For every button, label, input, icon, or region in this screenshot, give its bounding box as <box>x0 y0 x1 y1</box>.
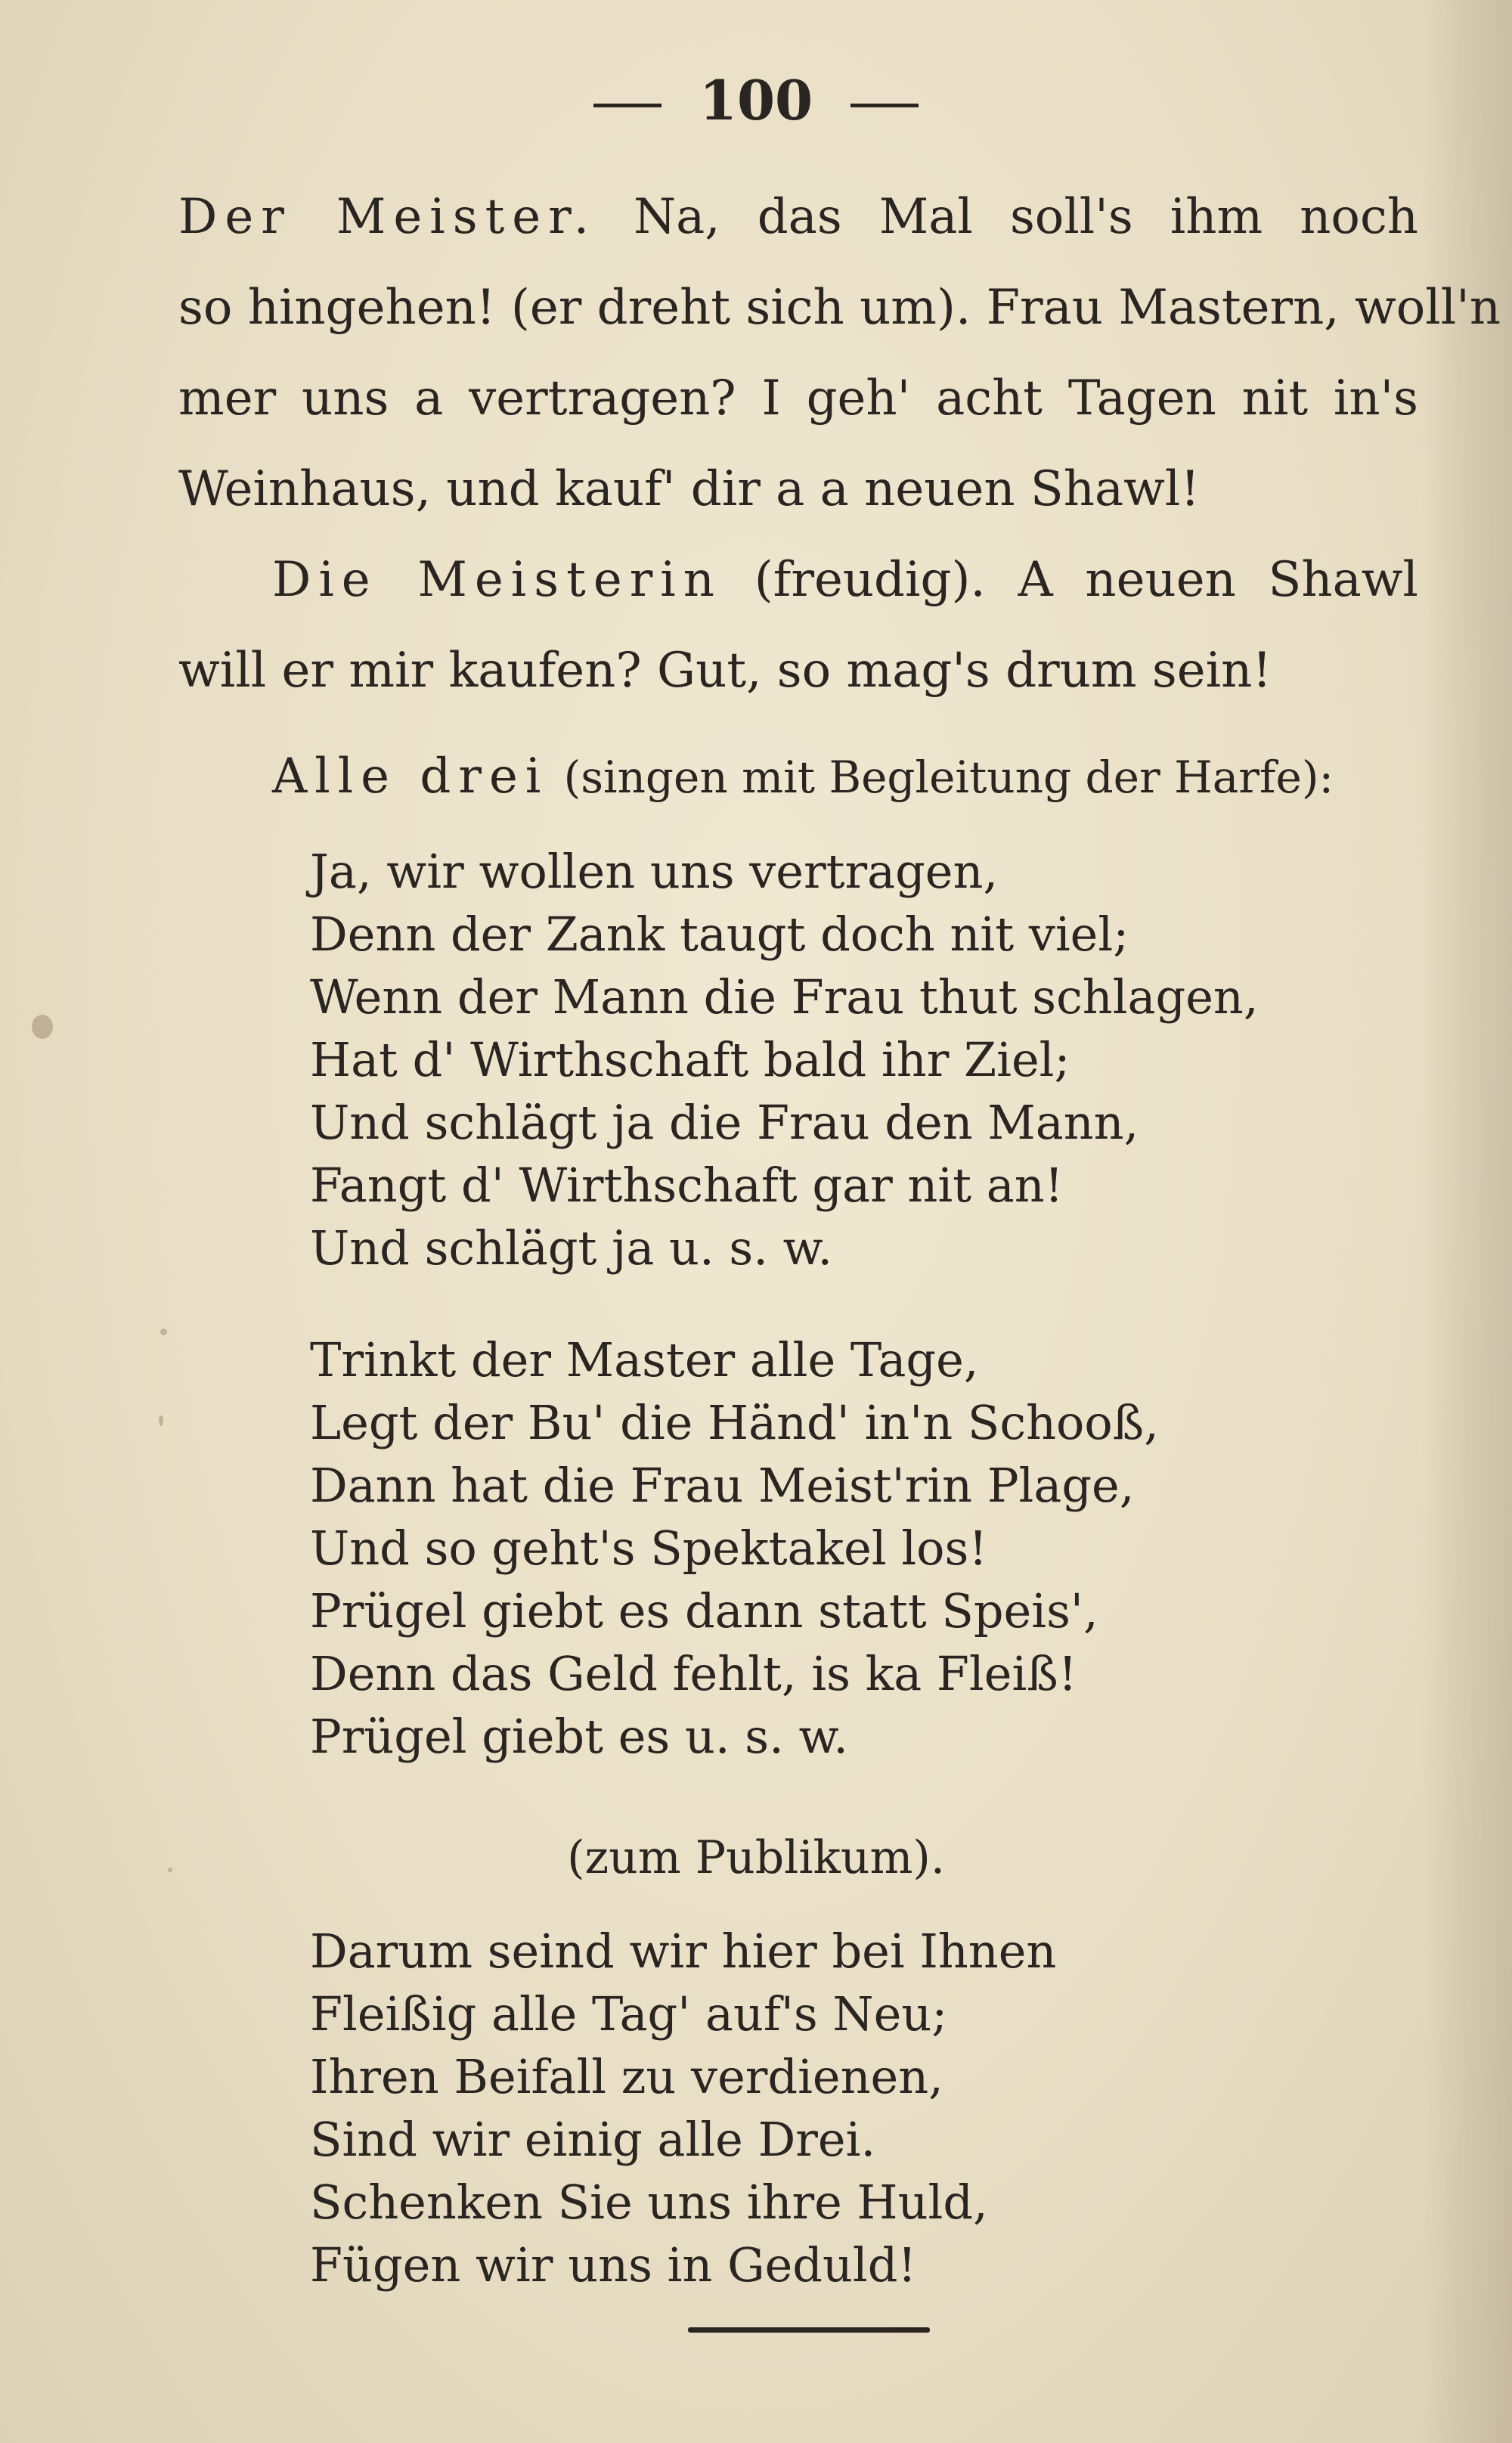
verse-line: Fleißig alle Tag' auf's Neu; <box>310 1986 948 2042</box>
paper-speck <box>160 1328 167 1335</box>
prose-line: will er mir kaufen? Gut, so mag's drum sein! <box>178 643 1272 699</box>
header-dash-left <box>593 104 662 107</box>
verse-line: Dann hat die Frau Meist'rin Plage, <box>310 1458 1135 1513</box>
paper-stain <box>32 1015 53 1039</box>
verse-line: Darum seind wir hier bei Ihnen <box>310 1924 1057 1979</box>
dialogue-text: Na, das Mal soll's ihm noch <box>634 189 1418 245</box>
verse-line: Und schlägt ja die Frau den Mann, <box>310 1095 1139 1150</box>
stage-direction-centered: (zum Publikum). <box>567 1831 945 1884</box>
verse-line: Sind wir einig alle Drei. <box>310 2112 876 2167</box>
page-number: 100 <box>699 68 813 132</box>
paper-speck <box>159 1415 163 1426</box>
verse-line: Hat d' Wirthschaft bald ihr Ziel; <box>310 1032 1070 1087</box>
verse-line: Prügel giebt es u. s. w. <box>310 1709 848 1764</box>
prose-line: mer uns a vertragen? I geh' acht Tagen nit in's <box>178 370 1418 426</box>
prose-line: so hingehen! (er dreht sich um). Frau Mastern, woll'n <box>178 280 1501 336</box>
page-header <box>0 68 1512 132</box>
prose-line <box>272 749 1334 805</box>
header-dash-right <box>850 104 919 107</box>
verse-line: Wenn der Mann die Frau thut schlagen, <box>310 969 1259 1025</box>
verse-line: Denn der Zank taugt doch nit viel; <box>310 907 1129 962</box>
verse-line: Legt der Bu' die Händ' in'n Schooß, <box>310 1395 1159 1450</box>
verse-line: Prügel giebt es dann statt Speis', <box>310 1583 1098 1638</box>
verse-line: Ja, wir wollen uns vertragen, <box>310 844 999 899</box>
verse-line: Ihren Beifall zu verdienen, <box>310 2049 943 2104</box>
verse-line: Schenken Sie uns ihre Huld, <box>310 2175 988 2230</box>
verse-line: Und schlägt ja u. s. w. <box>310 1220 833 1276</box>
end-rule <box>688 2327 930 2333</box>
prose-line <box>178 189 1418 245</box>
speaker-name: Der Meister. <box>178 189 597 245</box>
speaker-name: Alle drei <box>272 749 549 805</box>
prose-line <box>272 552 1418 608</box>
verse-line: Und so geht's Spektakel los! <box>310 1521 988 1576</box>
stage-direction: (singen mit Begleitung der Harfe): <box>563 752 1334 803</box>
paper-speck <box>168 1868 172 1872</box>
speaker-name: Die Meisterin <box>272 552 722 608</box>
verse-line: Trinkt der Master alle Tage, <box>310 1332 979 1387</box>
verse-line: Fügen wir uns in Geduld! <box>310 2237 917 2293</box>
prose-line: Weinhaus, und kauf' dir a a neuen Shawl! <box>178 461 1201 517</box>
dialogue-text: (freudig). A neuen Shawl <box>754 552 1418 608</box>
verse-line: Denn das Geld fehlt, is ka Fleiß! <box>310 1646 1077 1701</box>
verse-line: Fangt d' Wirthschaft gar nit an! <box>310 1158 1064 1213</box>
